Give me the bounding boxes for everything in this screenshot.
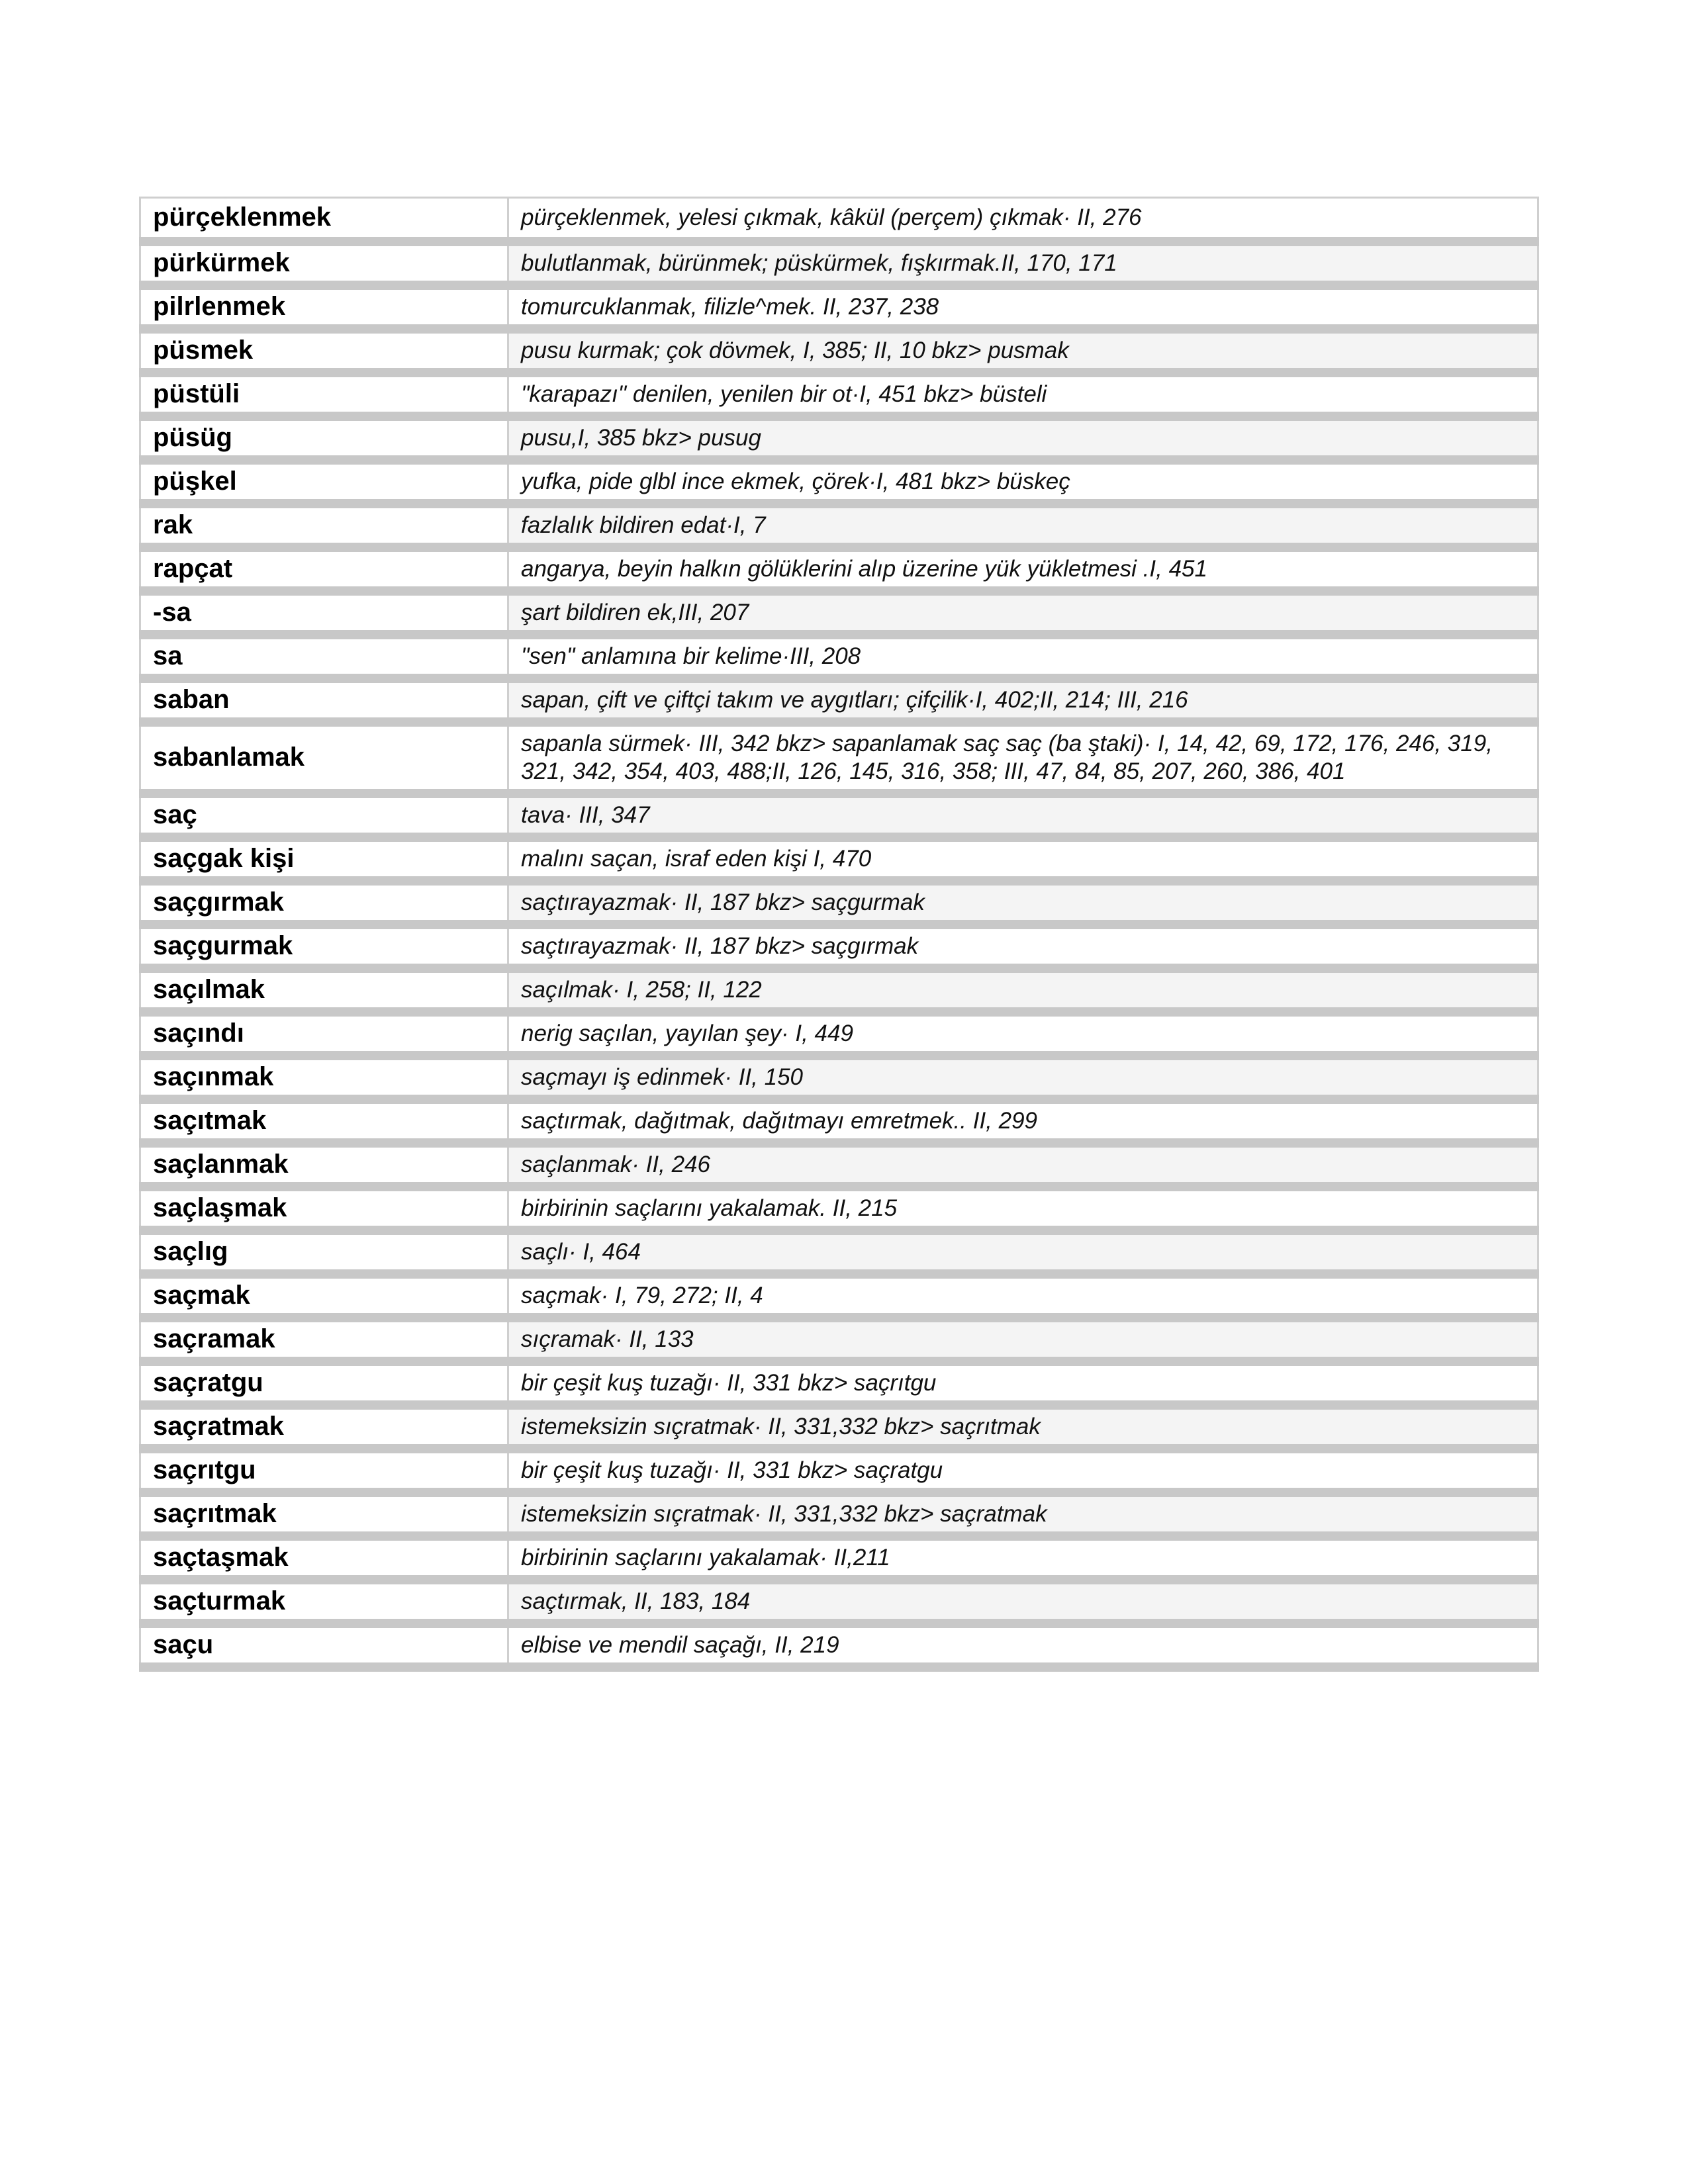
entry-definition: bir çeşit kuş tuzağı· II, 331 bkz> saçrıtgu bbox=[508, 1361, 1538, 1405]
entry-definition: angarya, beyin halkın gölüklerini alıp üzerine yük yükletmesi .I, 451 bbox=[508, 547, 1538, 591]
entry-definition: malını saçan, israf eden kişi I, 470 bbox=[508, 837, 1538, 881]
entry-term: rapçat bbox=[140, 547, 508, 591]
glossary-row bbox=[140, 1361, 1538, 1405]
glossary-row bbox=[140, 1449, 1538, 1492]
entry-term: saçramak bbox=[140, 1318, 508, 1361]
glossary-row bbox=[140, 1492, 1538, 1536]
glossary-row bbox=[140, 460, 1538, 504]
glossary-row bbox=[140, 635, 1538, 678]
glossary-row bbox=[140, 1143, 1538, 1187]
glossary-row bbox=[140, 1274, 1538, 1318]
entry-definition: tava· III, 347 bbox=[508, 794, 1538, 837]
entry-term: rak bbox=[140, 504, 508, 547]
glossary-row bbox=[140, 1012, 1538, 1056]
entry-definition: sapanla sürmek· III, 342 bkz> sapanlamak saç saç (ba ştaki)· I, 14, 42, 69, 172, 176, 246, 319, 321, 342, 354, 403, 488;II, 126, 145, 316, 358; III, 47, 84, 85, 207, 260, 386, 401 bbox=[508, 722, 1538, 794]
entry-definition: saçtırayazmak· II, 187 bkz> saçgırmak bbox=[508, 925, 1538, 968]
entry-term: saçınmak bbox=[140, 1056, 508, 1099]
entry-term: saçrıtgu bbox=[140, 1449, 508, 1492]
entry-definition: saçmak· I, 79, 272; II, 4 bbox=[508, 1274, 1538, 1318]
glossary-row bbox=[140, 1580, 1538, 1623]
entry-definition: saçılmak· I, 258; II, 122 bbox=[508, 968, 1538, 1012]
entry-definition: tomurcuklanmak, filizle^mek. II, 237, 238 bbox=[508, 285, 1538, 329]
entry-definition: yufka, pide glbl ince ekmek, çörek·I, 481 bkz> büskeç bbox=[508, 460, 1538, 504]
entry-term: saç bbox=[140, 794, 508, 837]
entry-term: saçtaşmak bbox=[140, 1536, 508, 1580]
entry-term: saçılmak bbox=[140, 968, 508, 1012]
glossary-row bbox=[140, 1536, 1538, 1580]
glossary-row bbox=[140, 678, 1538, 722]
glossary-row bbox=[140, 881, 1538, 925]
entry-term: sa bbox=[140, 635, 508, 678]
entry-definition: elbise ve mendil saçağı, II, 219 bbox=[508, 1623, 1538, 1667]
entry-definition: saçtırmak, II, 183, 184 bbox=[508, 1580, 1538, 1623]
entry-term: saçgak kişi bbox=[140, 837, 508, 881]
glossary-row bbox=[140, 547, 1538, 591]
entry-term: saçlanmak bbox=[140, 1143, 508, 1187]
glossary-row bbox=[140, 373, 1538, 416]
glossary-row bbox=[140, 1623, 1538, 1667]
entry-definition: bulutlanmak, bürünmek; püskürmek, fışkırmak.II, 170, 171 bbox=[508, 242, 1538, 285]
entry-term: pürkürmek bbox=[140, 242, 508, 285]
entry-definition: nerig saçılan, yayılan şey· I, 449 bbox=[508, 1012, 1538, 1056]
entry-definition: şart bildiren ek,III, 207 bbox=[508, 591, 1538, 635]
glossary-row bbox=[140, 794, 1538, 837]
entry-definition: pusu,I, 385 bkz> pusug bbox=[508, 416, 1538, 460]
glossary-row bbox=[140, 1318, 1538, 1361]
entry-definition: sıçramak· II, 133 bbox=[508, 1318, 1538, 1361]
entry-term: püşkel bbox=[140, 460, 508, 504]
glossary-row bbox=[140, 722, 1538, 794]
glossary-table bbox=[139, 197, 1539, 1672]
glossary-body bbox=[140, 198, 1538, 1667]
entry-term: saçındı bbox=[140, 1012, 508, 1056]
entry-term: püsüg bbox=[140, 416, 508, 460]
glossary-row bbox=[140, 504, 1538, 547]
entry-definition: bir çeşit kuş tuzağı· II, 331 bkz> saçratgu bbox=[508, 1449, 1538, 1492]
glossary-row bbox=[140, 198, 1538, 242]
entry-term: püsmek bbox=[140, 329, 508, 373]
glossary-row bbox=[140, 1230, 1538, 1274]
entry-definition: pürçeklenmek, yelesi çıkmak, kâkül (perçem) çıkmak· II, 276 bbox=[508, 198, 1538, 242]
entry-definition: pusu kurmak; çok dövmek, I, 385; II, 10 bkz> pusmak bbox=[508, 329, 1538, 373]
entry-term: pürçeklenmek bbox=[140, 198, 508, 242]
entry-term: saçgırmak bbox=[140, 881, 508, 925]
entry-definition: saçtırayazmak· II, 187 bkz> saçgurmak bbox=[508, 881, 1538, 925]
entry-definition: "karapazı" denilen, yenilen bir ot·I, 451 bkz> büsteli bbox=[508, 373, 1538, 416]
glossary-row bbox=[140, 968, 1538, 1012]
glossary-row bbox=[140, 1099, 1538, 1143]
entry-term: saçrıtmak bbox=[140, 1492, 508, 1536]
glossary-row bbox=[140, 591, 1538, 635]
glossary-row bbox=[140, 1405, 1538, 1449]
entry-definition: istemeksizin sıçratmak· II, 331,332 bkz> saçrıtmak bbox=[508, 1405, 1538, 1449]
glossary-row bbox=[140, 285, 1538, 329]
entry-definition: "sen" anlamına bir kelime·III, 208 bbox=[508, 635, 1538, 678]
entry-definition: fazlalık bildiren edat·I, 7 bbox=[508, 504, 1538, 547]
glossary-row bbox=[140, 837, 1538, 881]
entry-term: saçmak bbox=[140, 1274, 508, 1318]
entry-definition: saçlanmak· II, 246 bbox=[508, 1143, 1538, 1187]
glossary-row bbox=[140, 329, 1538, 373]
entry-definition: istemeksizin sıçratmak· II, 331,332 bkz> saçratmak bbox=[508, 1492, 1538, 1536]
glossary-row bbox=[140, 416, 1538, 460]
entry-term: saçu bbox=[140, 1623, 508, 1667]
entry-term: saban bbox=[140, 678, 508, 722]
entry-term: püstüli bbox=[140, 373, 508, 416]
entry-term: saçlıg bbox=[140, 1230, 508, 1274]
entry-term: saçturmak bbox=[140, 1580, 508, 1623]
glossary-row bbox=[140, 242, 1538, 285]
entry-definition: sapan, çift ve çiftçi takım ve aygıtları; çifçilik·I, 402;II, 214; III, 216 bbox=[508, 678, 1538, 722]
glossary-row bbox=[140, 1187, 1538, 1230]
entry-term: saçgurmak bbox=[140, 925, 508, 968]
entry-definition: saçmayı iş edinmek· II, 150 bbox=[508, 1056, 1538, 1099]
entry-term: saçratgu bbox=[140, 1361, 508, 1405]
entry-term: saçratmak bbox=[140, 1405, 508, 1449]
entry-term: -sa bbox=[140, 591, 508, 635]
entry-term: saçlaşmak bbox=[140, 1187, 508, 1230]
entry-definition: saçlı· I, 464 bbox=[508, 1230, 1538, 1274]
entry-definition: saçtırmak, dağıtmak, dağıtmayı emretmek.. II, 299 bbox=[508, 1099, 1538, 1143]
glossary-row bbox=[140, 1056, 1538, 1099]
glossary-row bbox=[140, 925, 1538, 968]
entry-term: saçıtmak bbox=[140, 1099, 508, 1143]
entry-definition: birbirinin saçlarını yakalamak· II,211 bbox=[508, 1536, 1538, 1580]
entry-term: pilrlenmek bbox=[140, 285, 508, 329]
entry-term: sabanlamak bbox=[140, 722, 508, 794]
entry-definition: birbirinin saçlarını yakalamak. II, 215 bbox=[508, 1187, 1538, 1230]
